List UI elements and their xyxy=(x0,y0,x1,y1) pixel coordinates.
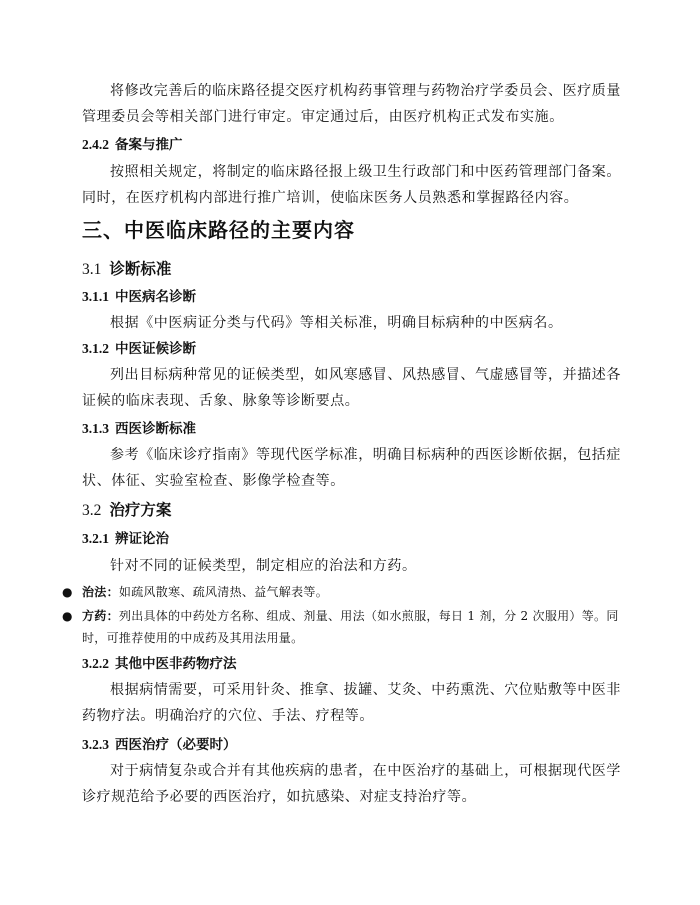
heading-number: 2.4.2 xyxy=(82,137,109,152)
heading-title: 中医证候诊断 xyxy=(115,341,196,357)
paragraph-3-1-3: 参考《临床诊疗指南》等现代医学标准，明确目标病种的西医诊断依据，包括症状、体征、实验室检查、影像学检查等。 xyxy=(82,447,621,489)
paragraph-filing: 按照相关规定，将制定的临床路径报上级卫生行政部门和中医药管理部门备案。同时，在医疗机构内部进行推广培训，使临床医务人员熟悉和掌握路径内容。 xyxy=(82,164,621,206)
bullet-term: 治法： xyxy=(82,585,119,599)
heading-title: 西医诊断标准 xyxy=(115,421,196,437)
heading-title: 西医治疗（必要时） xyxy=(115,737,237,753)
bullet-item-prescription xyxy=(62,605,642,649)
heading-3-2-2 xyxy=(82,654,237,674)
heading-3-2-3 xyxy=(82,735,237,755)
paragraph-submit-review: 将修改完善后的临床路径提交医疗机构药事管理与药物治疗学委员会、医疗质量管理委员会等相关部门进行审定。审定通过后，由医疗机构正式发布实施。 xyxy=(82,83,621,125)
heading-title: 治疗方案 xyxy=(109,501,172,519)
paragraph-3-2-1: 针对不同的证候类型，制定相应的治法和方药。 xyxy=(110,558,417,574)
paragraph-3-2-3: 对于病情复杂或合并有其他疾病的患者，在中医治疗的基础上，可根据现代医学诊疗规范给予必要的西医治疗，如抗感染、对症支持治疗等。 xyxy=(82,763,621,805)
heading-number: 3.2 xyxy=(82,502,102,519)
heading-number: 3.2.3 xyxy=(82,737,109,752)
heading-number: 3.1 xyxy=(82,261,102,278)
paragraph-3-1-2: 列出目标病种常见的证候类型，如风寒感冒、风热感冒、气虚感冒等，并描述各证候的临床表现、舌象、脉象等诊断要点。 xyxy=(82,367,621,409)
bullet-text: 如疏风散寒、疏风清热、益气解表等。 xyxy=(118,585,329,599)
heading-2-4-2 xyxy=(82,135,183,155)
heading-3-1-1 xyxy=(82,287,196,307)
heading-3-1 xyxy=(82,257,171,282)
heading-section-three: 三、中医临床路径的主要内容 xyxy=(82,218,355,242)
heading-number: 3.2.1 xyxy=(82,531,109,546)
heading-3-2-1 xyxy=(82,529,169,549)
heading-3-1-3 xyxy=(82,419,196,439)
heading-number: 3.1.1 xyxy=(82,289,109,304)
heading-title: 中医病名诊断 xyxy=(115,289,196,305)
heading-title: 诊断标准 xyxy=(109,260,172,278)
heading-3-1-2 xyxy=(82,339,196,359)
heading-title: 辨证论治 xyxy=(115,531,169,547)
heading-3-2 xyxy=(82,498,171,523)
bullet-text: 列出具体的中药处方名称、组成、剂量、用法（如水煎服，每日 1 剂，分 2 次服用）等。同时，可推荐使用的中成药及其用法用量。 xyxy=(82,609,619,645)
bullet-term: 方药： xyxy=(82,609,119,623)
heading-number: 3.1.3 xyxy=(82,421,109,436)
heading-number: 3.2.2 xyxy=(82,656,109,671)
heading-number: 3.1.2 xyxy=(82,341,109,356)
bullet-item-method xyxy=(62,581,642,603)
bullet-dot-icon: ● xyxy=(62,585,73,599)
bullet-dot-icon: ● xyxy=(62,609,73,623)
heading-title: 其他中医非药物疗法 xyxy=(115,656,237,672)
heading-title: 备案与推广 xyxy=(115,137,183,153)
paragraph-3-1-1: 根据《中医病证分类与代码》等相关标准，明确目标病种的中医病名。 xyxy=(110,315,563,331)
paragraph-3-2-2: 根据病情需要，可采用针灸、推拿、拔罐、艾灸、中药熏洗、穴位贴敷等中医非药物疗法。明确治疗的穴位、手法、疗程等。 xyxy=(82,682,621,724)
